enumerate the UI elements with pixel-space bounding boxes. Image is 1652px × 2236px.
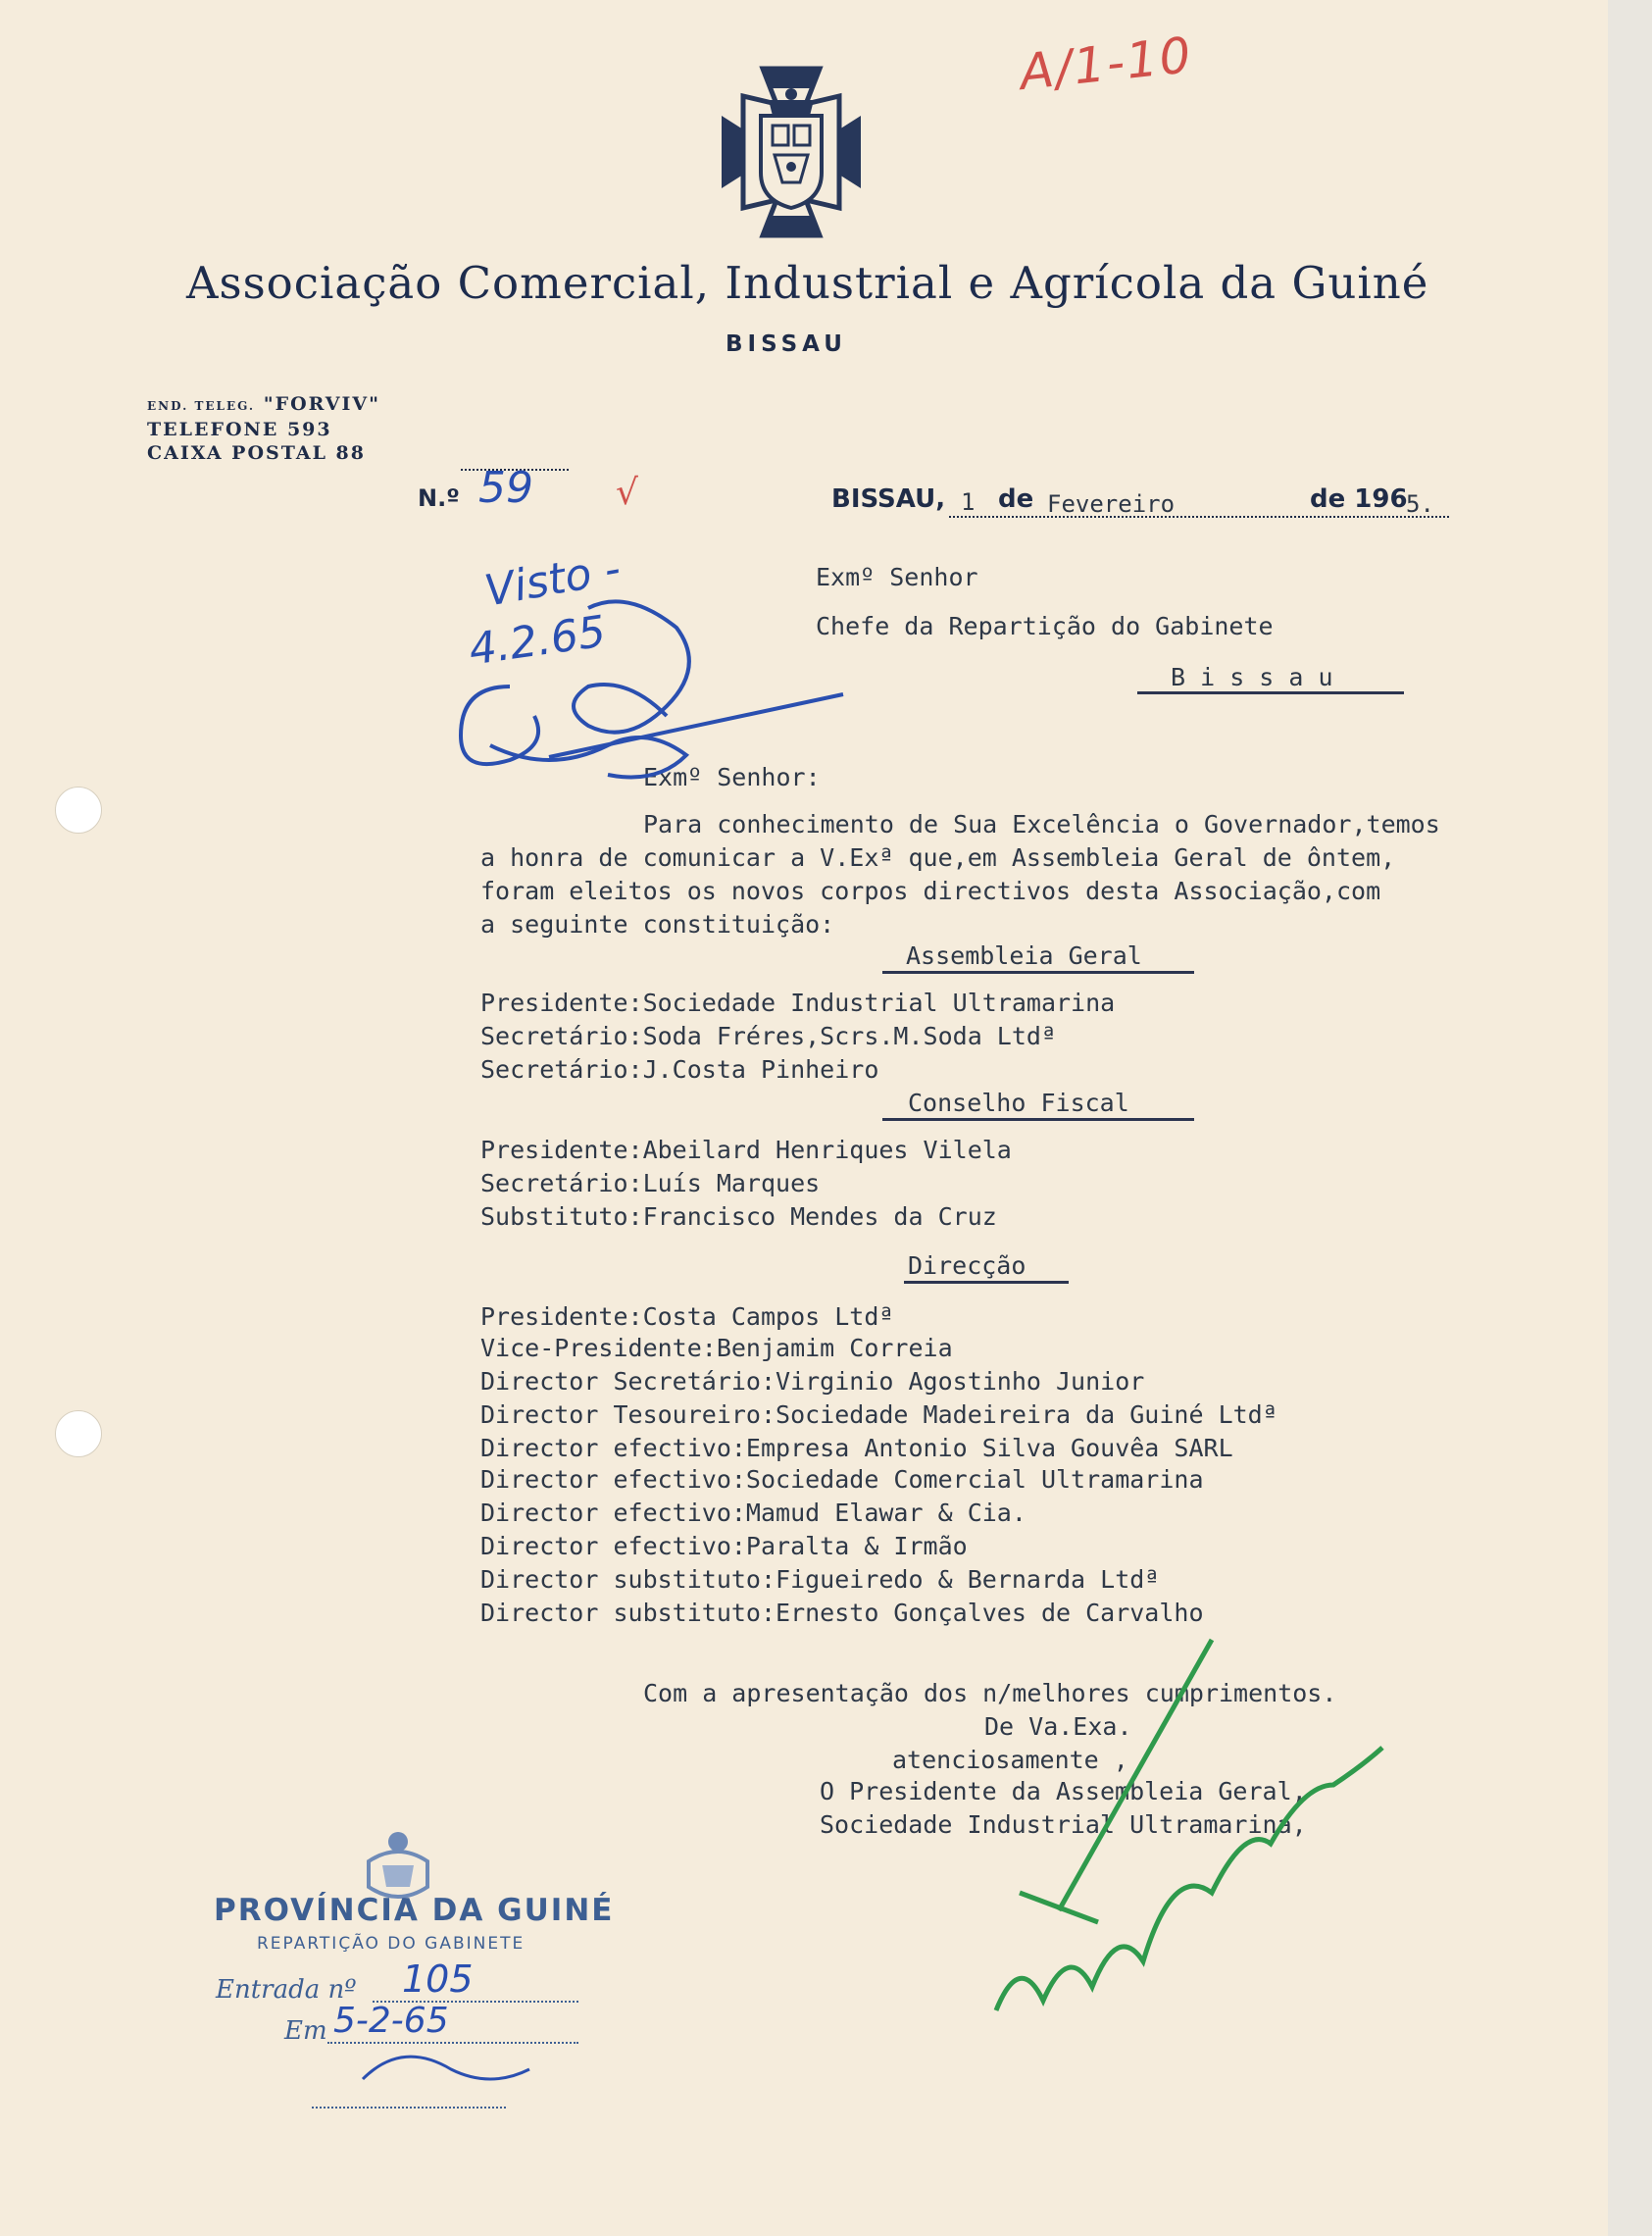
date-month: Fevereiro	[1047, 490, 1176, 518]
member-line: Director efectivo:Mamud Elawar & Cia.	[480, 1499, 1026, 1527]
section-underline	[882, 971, 1194, 974]
stamp-entry-label: Entrada nº	[216, 1975, 357, 2005]
telegraph-label: END. TELEG.	[147, 399, 256, 413]
addressee-salutation: Exmº Senhor	[816, 563, 978, 591]
greeting: Exmº Senhor:	[643, 763, 821, 791]
stamp-province: PROVÍNCIA DA GUINÉ	[214, 1893, 615, 1928]
stamp-date-field	[327, 2042, 578, 2044]
intro-line-2: a honra de comunicar a V.Exª que,em Assembleia Geral de ôntem,	[480, 843, 1396, 872]
closing-line-3: atenciosamente ,	[892, 1746, 1128, 1774]
stamp-entry-value: 105	[402, 1957, 474, 2001]
stamp-extra-field	[312, 2107, 506, 2109]
section-heading-direccao: Direcção	[908, 1251, 1026, 1280]
closing-line-2: De Va.Exa.	[984, 1712, 1132, 1741]
punch-hole-top	[55, 787, 102, 834]
coat-of-arms-icon	[704, 65, 878, 239]
section-underline	[904, 1281, 1069, 1284]
member-line: Director substituto:Ernesto Gonçalves de Carvalho	[480, 1599, 1204, 1627]
member-line: Director efectivo:Sociedade Comercial Ultramarina	[480, 1465, 1204, 1494]
addressee-underline	[1137, 691, 1404, 694]
phone-number: TELEFONE 593	[147, 419, 332, 440]
member-line: Secretário:J.Costa Pinheiro	[480, 1055, 879, 1084]
member-line: Director Tesoureiro:Sociedade Madeireira da Guiné Ltdª	[480, 1400, 1277, 1429]
addressee-title: Chefe da Repartição do Gabinete	[816, 612, 1274, 640]
receipt-note-date: 4.2.65	[466, 606, 609, 676]
page-edge	[1608, 0, 1652, 2236]
stamp-department: REPARTIÇÃO DO GABINETE	[257, 1934, 526, 1954]
date-day: 1	[961, 488, 976, 516]
section-heading-conselho-fiscal: Conselho Fiscal	[908, 1089, 1129, 1117]
member-line: Director efectivo:Paralta & Irmão	[480, 1532, 968, 1560]
stamp-date-label: Em	[284, 2016, 327, 2046]
member-line: Presidente:Costa Campos Ltdª	[480, 1302, 894, 1331]
member-line: Secretário:Soda Fréres,Scrs.M.Soda Ltdª	[480, 1022, 1056, 1050]
intro-line-4: a seguinte constituição:	[480, 910, 835, 939]
member-line: Presidente:Sociedade Industrial Ultramarina	[480, 989, 1116, 1017]
closing-line-1: Com a apresentação dos n/melhores cumprimentos.	[643, 1679, 1337, 1707]
stamp-date-value: 5-2-65	[333, 2001, 449, 2041]
punch-hole-bottom	[55, 1410, 102, 1457]
member-line: Director Secretário:Virginio Agostinho Junior	[480, 1367, 1145, 1396]
member-line: Secretário:Luís Marques	[480, 1169, 821, 1197]
po-box: CAIXA POSTAL 88	[147, 442, 366, 464]
receipt-note-visto: Visto -	[480, 543, 625, 617]
file-reference: A/1-10	[1017, 25, 1196, 102]
intro-line-1: Para conhecimento de Sua Excelência o Governador,temos	[643, 810, 1440, 838]
member-line: Substituto:Francisco Mendes da Cruz	[480, 1202, 997, 1231]
section-heading-assembleia-geral: Assembleia Geral	[906, 941, 1142, 970]
closing-line-5: Sociedade Industrial Ultramarina,	[820, 1810, 1307, 1839]
member-line: Vice-Presidente:Benjamim Correia	[480, 1334, 953, 1362]
date-field	[949, 516, 1449, 518]
section-underline	[882, 1118, 1194, 1121]
closing-line-4: O Presidente da Assembleia Geral,	[820, 1777, 1307, 1805]
contact-block	[147, 392, 380, 465]
date-de-1: de	[998, 484, 1034, 514]
intro-line-3: foram eleitos os novos corpos directivos desta Associação,com	[480, 877, 1381, 905]
organization-city: BISSAU	[726, 331, 847, 357]
date-year-prefix: de 196	[1310, 484, 1408, 514]
organization-name: Associação Comercial, Industrial e Agrícola da Guiné	[186, 257, 1429, 309]
red-check-mark: √	[616, 473, 638, 513]
telegraph-address: "FORVIV"	[263, 393, 381, 415]
date-year-digit: 5.	[1406, 490, 1434, 518]
member-line: Director substituto:Figueiredo & Bernarda Ltdª	[480, 1565, 1160, 1594]
addressee-city: B i s s a u	[1171, 663, 1333, 691]
member-line: Presidente:Abeilard Henriques Vilela	[480, 1136, 1012, 1164]
member-line: Director efectivo:Empresa Antonio Silva Gouvêa SARL	[480, 1434, 1233, 1462]
number-label: N.º	[418, 484, 460, 512]
number-value: 59	[478, 463, 533, 513]
date-place: BISSAU,	[831, 484, 946, 514]
